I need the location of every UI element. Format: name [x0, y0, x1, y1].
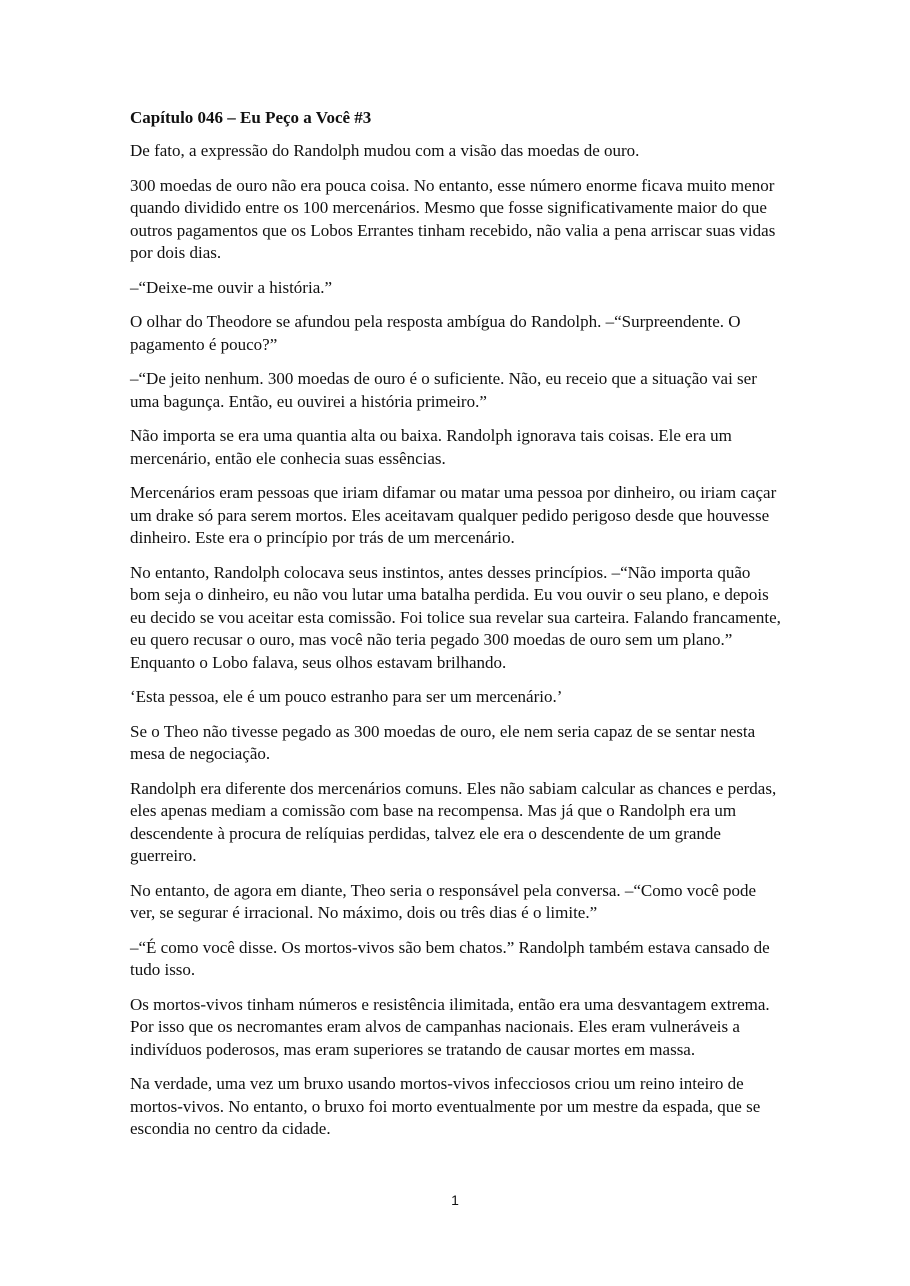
paragraph: ‘Esta pessoa, ele é um pouco estranho para ser um mercenário.’ [130, 687, 563, 706]
paragraph: De fato, a expressão do Randolph mudou com a visão das moedas de ouro. [130, 141, 640, 160]
paragraph: 300 moedas de ouro não era pouca coisa. No entanto, esse número enorme ficava muito menor quando dividido entre os 100 mercenários. Mesmo que fosse significativamente maior do que outros pagamentos que os Lobos Errantes tinham recebido, não valia a pena arriscar suas vidas por dois dias. [130, 175, 776, 262]
paragraph: No entanto, Randolph colocava seus instintos, antes desses princípios. –“Não importa quão bom seja o dinheiro, eu não vou lutar uma batalha perdida. Eu vou ouvir o seu plano, e depois eu decido se vou aceitar esta comissão. Foi tolice sua revelar sua carteira. Falando francamente, eu quero recusar o ouro, mas você não teria pegado 300 moedas de ouro sem um plano.” Enquanto o Lobo falava, seus olhos estavam brilhando. [130, 562, 781, 672]
paragraph: Mercenários eram pessoas que iriam difamar ou matar uma pessoa por dinheiro, ou iriam caçar um drake só para serem mortos. Eles aceitavam qualquer pedido perigoso desde que houvesse dinheiro. Este era o princípio por trás de um mercenário. [130, 483, 777, 547]
paragraph: Randolph era diferente dos mercenários comuns. Eles não sabiam calcular as chances e perdas, eles apenas mediam a comissão com base na recompensa. Mas já que o Randolph era um descendente à procura de relíquias perdidas, talvez ele era o descendente de um grande guerreiro. [130, 778, 777, 865]
chapter-title: Capítulo 046 – Eu Peço a Você #3 [130, 108, 372, 127]
paragraph: O olhar do Theodore se afundou pela resposta ambígua do Randolph. –“Surpreendente. O pagamento é pouco?” [130, 312, 741, 354]
paragraph: No entanto, de agora em diante, Theo seria o responsável pela conversa. –“Como você pode ver, se segurar é irracional. No máximo, dois ou três dias é o limite.” [130, 880, 757, 922]
paragraph: –“Deixe-me ouvir a história.” [130, 277, 333, 297]
paragraph: Não importa se era uma quantia alta ou baixa. Randolph ignorava tais coisas. Ele era um mercenário, então ele conhecia suas essências. [130, 426, 732, 468]
paragraph: Se o Theo não tivesse pegado as 300 moedas de ouro, ele nem seria capaz de se sentar nesta mesa de negociação. [130, 721, 756, 763]
paragraph: Na verdade, uma vez um bruxo usando mortos-vivos infecciosos criou um reino inteiro de mortos-vivos. No entanto, o bruxo foi morto eventualmente por um mestre da espada, que se escondia no centro da cidade. [130, 1074, 761, 1138]
paragraph: –“De jeito nenhum. 300 moedas de ouro é o suficiente. Não, eu receio que a situação vai ser uma bagunça. Então, eu ouvirei a história primeiro.” [130, 369, 757, 411]
paragraph: –“É como você disse. Os mortos-vivos são bem chatos.” Randolph também estava cansado de tudo isso. [130, 937, 770, 979]
document-page [130, 106, 782, 1153]
page-number: 1 [451, 1192, 459, 1208]
paragraph: Os mortos-vivos tinham números e resistência ilimitada, então era uma desvantagem extrema. Por isso que os necromantes eram alvos de campanhas nacionais. Eles eram vulneráveis a indivíduos poderosos, mas eram superiores se tratando de causar mortes em massa. [130, 994, 770, 1059]
